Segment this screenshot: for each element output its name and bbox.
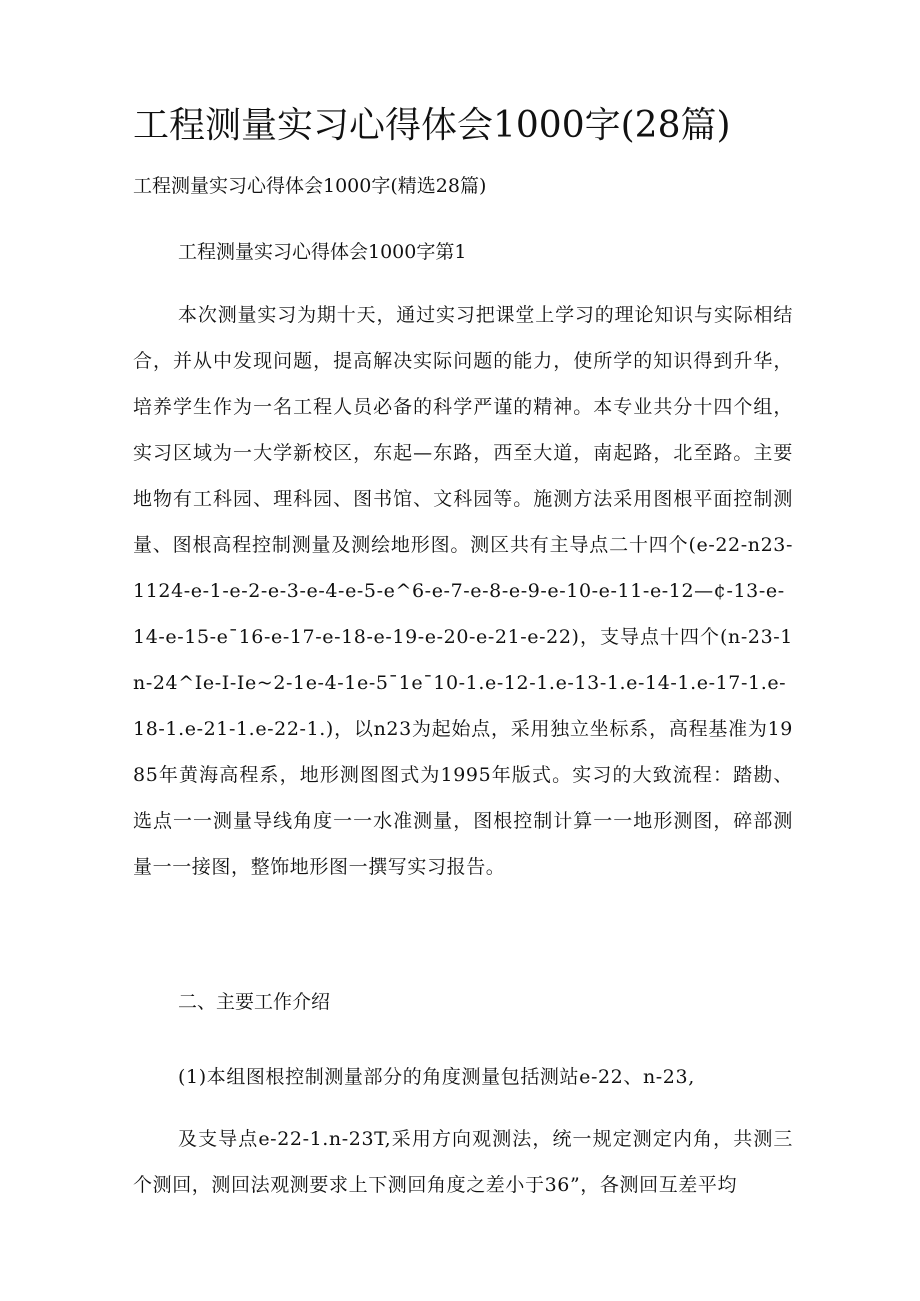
document-title: 工程测量实习心得体会1000字(28篇) (133, 105, 731, 146)
paragraph-intro: 本次测量实习为期十天，通过实习把课堂上学习的理论知识与实际相结合，并从中发现问题，提高解决实际问题的能力，使所学的知识得到升华，培养学生作为一名工程人员必备的科学严谨的精神。本专业共分十四个组，实习区域为一大学新校区，东起—东路，西至大道，南起路，北至路。主要地物有工科园、理科园、图书馆、文科园等。施测方法采用图根平面控制测量、图根高程控制测量及测绘地形图。测区共有主导点二十四个(e-22-n23-1124-e-1-e-2-e-3-e-4-e-5-e^6-e-7-e-8-e-9-e-10-e-11-e-12—¢-13-e-14-e-15-e¯16-e-17-e-18-e-19-e-20-e-21-e-22)，支导点十四个(n-23-1n-24^Ie-I-Ie~2-1e-4-1e-5¯1e¯10-1.e-12-1.e-13-1.e-14-1.e-17-1.e-18-1.e-21-1.e-22-1.)，以n23为起始点，采用独立坐标系，高程基准为1985年黄海高程系，地形测图图式为1995年版式。实习的大致流程：踏勘、选点一一测量导线角度一一水准测量，图根控制计算一一地形测图，碎部测量一一接图，整饰地形图一撰写实习报告。 (133, 304, 793, 878)
section-heading-2: 二、主要工作介绍 (178, 991, 331, 1013)
section-heading-1: 工程测量实习心得体会1000字第1 (178, 241, 467, 263)
paragraph-angle-measurement: (1)本组图根控制测量部分的角度测量包括测站e-22、n-23, (178, 1066, 695, 1088)
paragraph-support-points: 及支导点e-22-1.n-23T,采用方向观测法，统一规定测定内角，共测三个测回，测回法观测要求上下测回角度之差小于36”，各测回互差平均 (133, 1128, 793, 1196)
document-subtitle: 工程测量实习心得体会1000字(精选28篇) (133, 175, 487, 197)
